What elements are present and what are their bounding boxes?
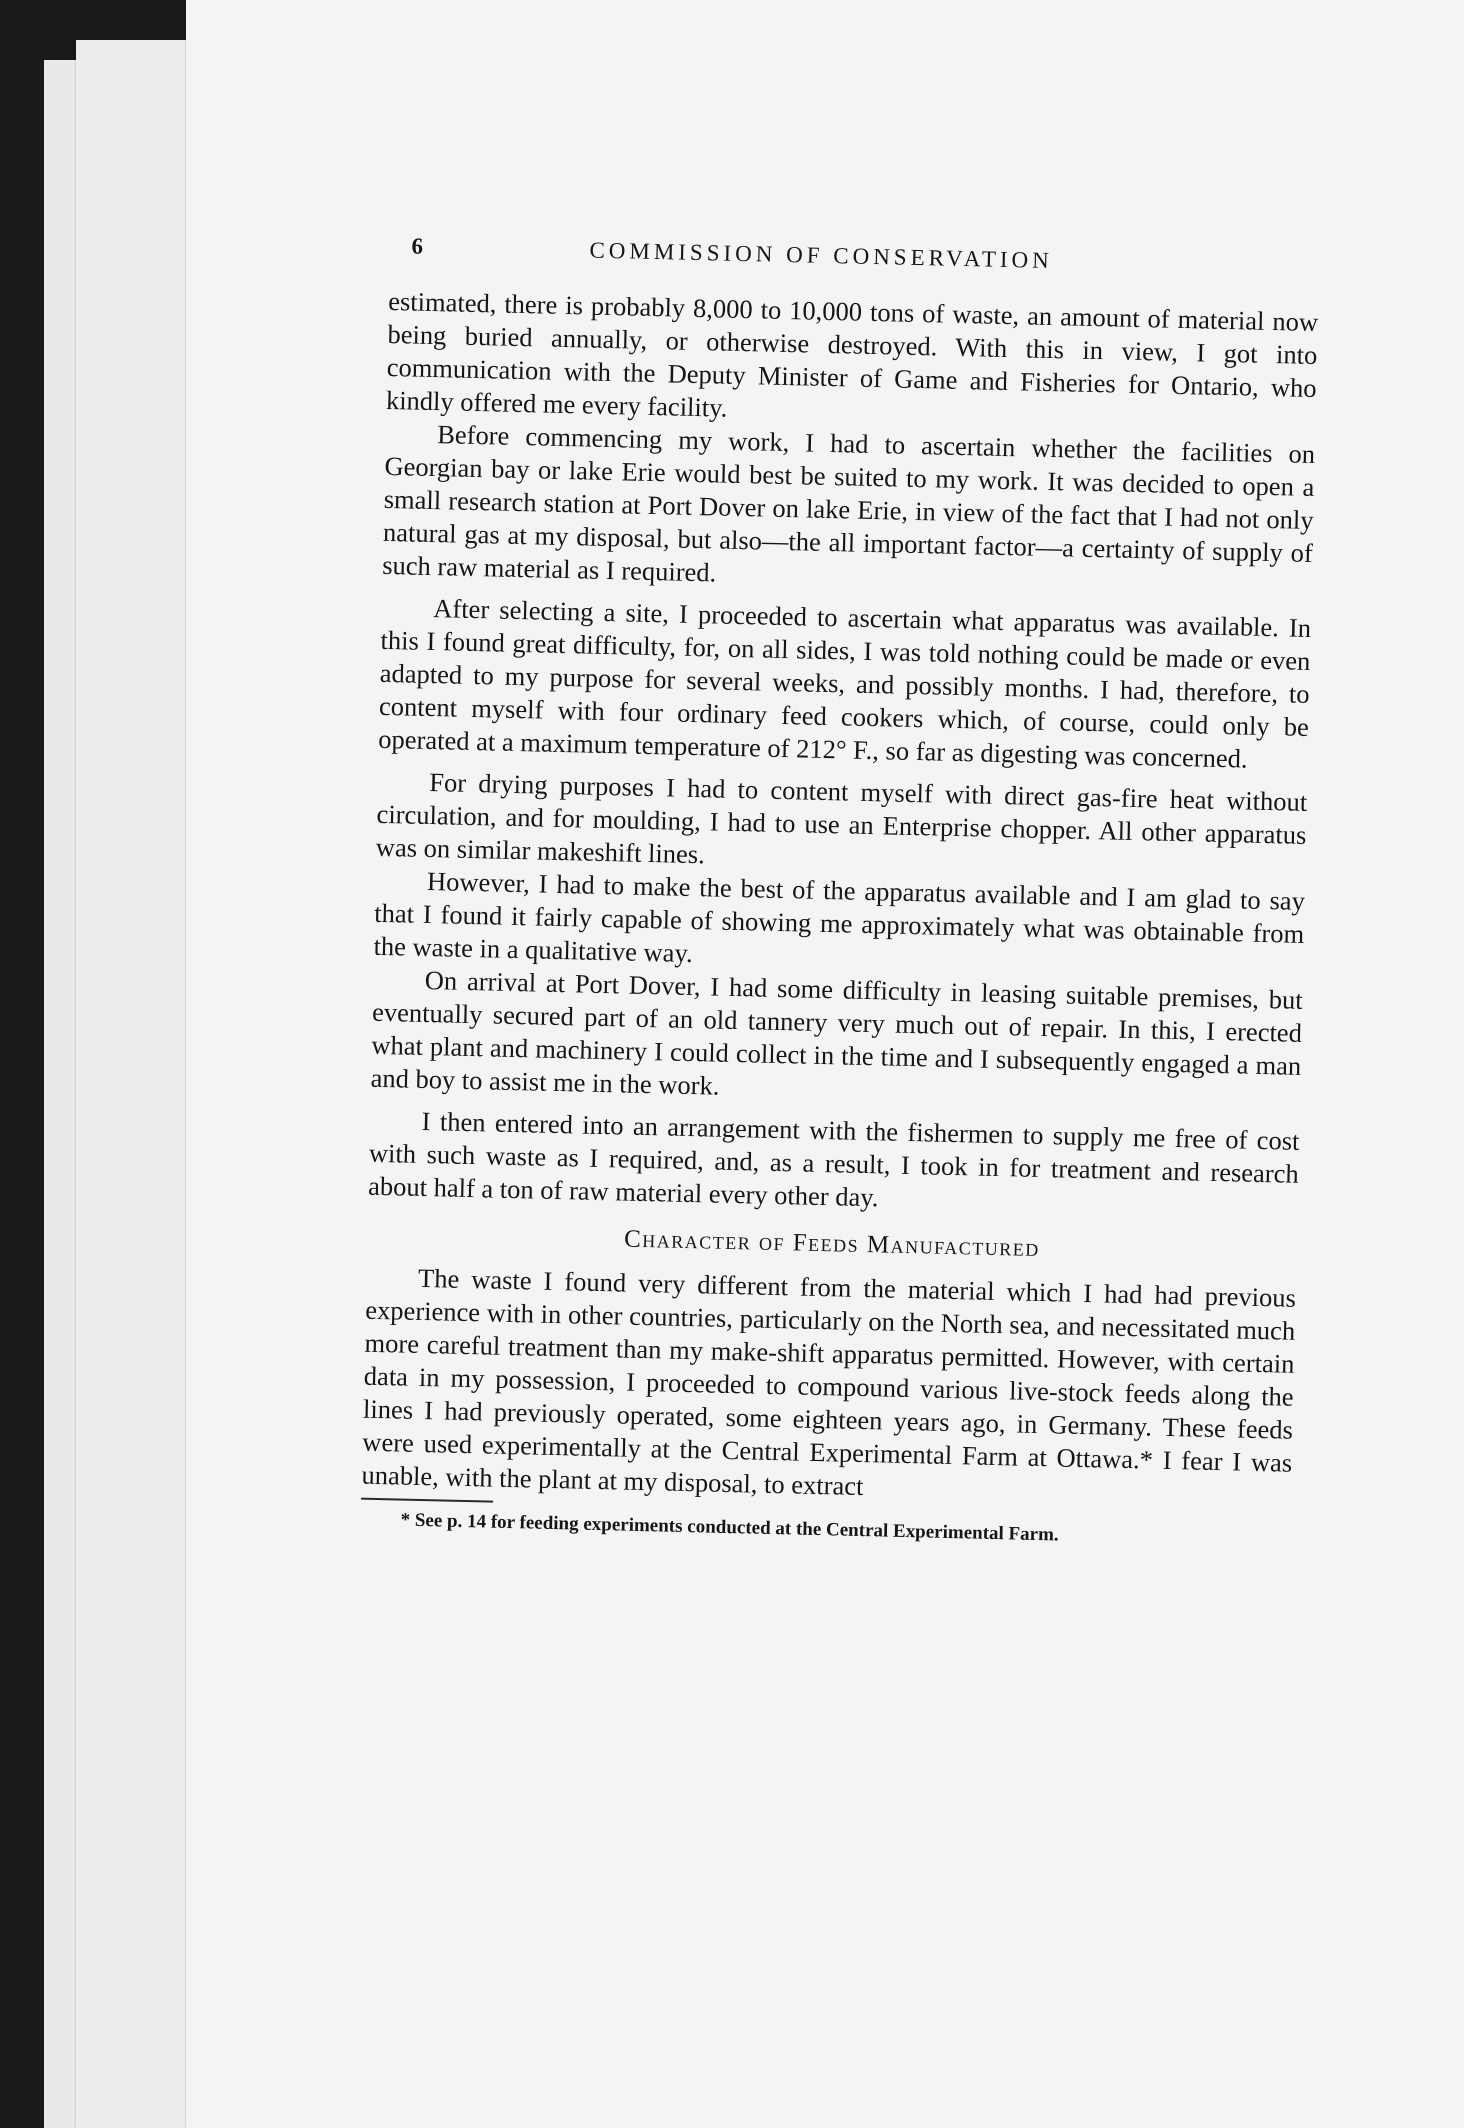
paragraph-1: estimated, there is probably 8,000 to 10,000 tons of waste, an amount of material now being buried annually, or otherwise destroyed. With this in view, I got into communication with the Deputy Minister of Game and Fisheries for Ontario, who kindly offered me every facility. [385,285,1319,423]
paragraph-8: The waste I found very different from the material which I had had previous experience with in other countries, particularly on the North sea, and necessitated much more careful treatment than my make-shift apparatus permitted. However, with certain data in my possession, I proceeded to compound various live-stock feeds along the lines I had previously operated, some eighteen years ago, in Germany. These feeds were used experimentally at the Central Experimental Farm at Ottawa.* I fear I was unable, with the plant at my disposal, to extract [361,1262,1297,1502]
paragraph-6: On arrival at Port Dover, I had some difficulty in leasing suitable premises, but eventually secured part of an old tannery very much out of repair. In this, I erected what plant and machinery I could collect in the time and I subsequently engaged a man and boy to assist me in the work. [370,964,1303,1101]
running-title: COMMISSION OF CONSERVATION [589,237,1054,274]
footnote-rule [361,1498,493,1503]
paragraph-7: I then entered into an arrangement with the fishermen to supply me free of cost with such waste as I required, and, as a result, I took in for treatment and research about half a ton of raw material every other day. [367,1105,1300,1213]
paragraph-3: After selecting a site, I proceeded to ascertain what apparatus was available. In this I found great difficulty, for, on all sides, I was told nothing could be made or even adapted to my purpose for several weeks, and possibly months. I had, therefore, to content myself with four ordinary feed cookers which, of course, could only be operated at a maximum temperature of 212° F., so far as digesting was concerned. [377,593,1312,774]
paragraph-5: However, I had to make the best of the apparatus available and I am glad to say that I found it fairly capable of showing me approximately what was obtainable from the waste in a qualitative way. [373,866,1306,969]
section-heading: Character of Feeds Manufactured [623,1225,1041,1263]
paragraph-4: For drying purposes I had to content myself with direct gas-fire heat without circulation, and for moulding, I had to use an Enterprise chopper. All other apparatus was on similar makeshift lines. [375,767,1308,870]
page-number: 6 [411,233,424,259]
page-text-block [353,225,1320,1866]
footnote: * See p. 14 for feeding experiments conducted at the Central Experimental Farm. [400,1509,1059,1546]
paragraph-2: Before commencing my work, I had to ascertain whether the facilities on Georgian bay or lake Erie would best be suited to my work. It was decided to open a small research station at Port Dover on lake Erie, in view of the fact that I had not only natural gas at my disposal, but also—the all important factor—a certainty of supply of such raw material as I required. [381,419,1316,588]
